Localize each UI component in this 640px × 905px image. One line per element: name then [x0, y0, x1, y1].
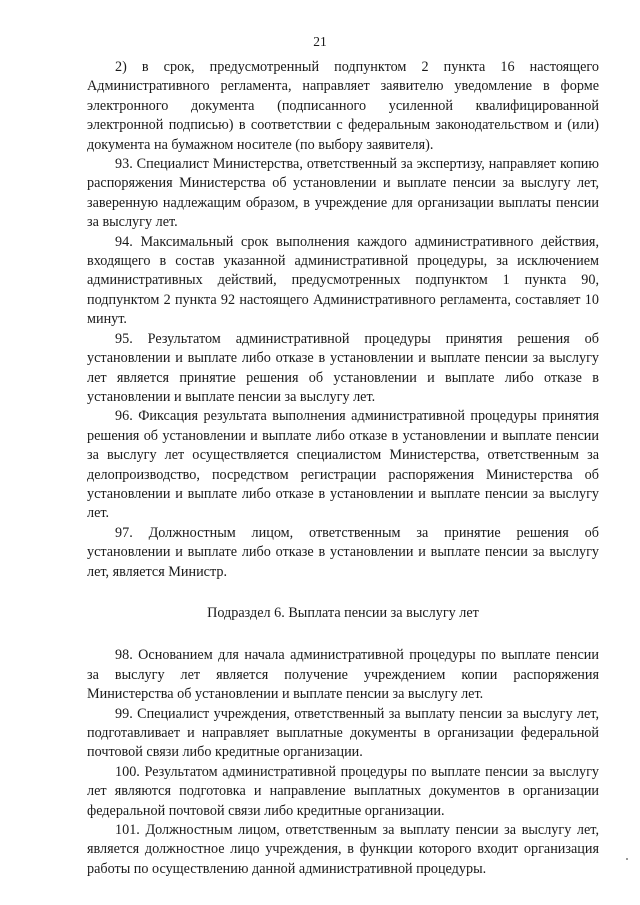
document-body: [87, 58, 599, 879]
paragraph-101: 101. Должностным лицом, ответственным за выплату пенсии за выслугу лет, является должностное лицо учреждения, в функции которого входит организация работы по осуществлению данной административной процедуры.: [87, 822, 599, 877]
paragraph-98: 98. Основанием для начала административной процедуры по выплате пенсии за выслугу лет является получение учреждением копии распоряжения Министерства об установлении и выплате пенсии за выслугу лет.: [87, 647, 599, 703]
paragraph-96: 96. Фиксация результата выполнения административной процедуры принятия решения об установлении и выплате либо отказе в установлении и выплате пенсии за выслугу лет осуществляется специалистом Министерства, ответственным за делопроизводство, посредством регистрации распоряжения Министерства об установлении и выплате либо отказе в установлении и выплате пенсии за выслугу лет.: [87, 408, 599, 522]
scan-dot: [626, 858, 628, 860]
subsection-heading: Подраздел 6. Выплата пенсии за выслугу лет: [207, 604, 479, 621]
paragraph-92-item-2: 2) в срок, предусмотренный подпунктом 2 пункта 16 настоящего Административного регламента, направляет заявителю уведомление в форме электронного документа (подписанного усиленной квалифицированной электронной подписью) в соответствии с федеральным законодательством и (или) документа на бумажном носителе (по выбору заявителя).: [87, 59, 599, 153]
paragraph-99: 99. Специалист учреждения, ответственный за выплату пенсии за выслугу лет, подготавливает и направляет выплатные документы в организации федеральной почтовой связи либо кредитные организации.: [87, 705, 599, 761]
paragraph-95: 95. Результатом административной процедуры принятия решения об установлении и выплате либо отказе в установлении и выплате пенсии за выслугу лет является принятие решения об установлении и выплате либо отказе в установлении и выплате пенсии за выслугу лет.: [87, 330, 599, 405]
paragraph-94: 94. Максимальный срок выполнения каждого административного действия, входящего в состав указанной административной процедуры, за исключением административных действий, предусмотренных подпунктом 1 пункта 90, подпунктом 2 пункта 92 настоящего Административного регламента, составляет 10 минут.: [87, 233, 599, 328]
paragraph-93: 93. Специалист Министерства, ответственный за экспертизу, направляет копию распоряжения Министерства об установлении и выплате пенсии за выслугу лет, заверенную надлежащим образом, в учреждение для организации выплаты пенсии за выслугу лет.: [87, 156, 599, 231]
page-number: 21: [313, 34, 327, 49]
paragraph-100: 100. Результатом административной процедуры по выплате пенсии за выслугу лет являются подготовка и направление выплатных документов в организации федеральной почтовой связи либо кредитные организации.: [87, 763, 599, 819]
paragraph-97: 97. Должностным лицом, ответственным за принятие решения об установлении и выплате либо отказе в установлении и выплате пенсии за выслугу лет, является Министр.: [87, 524, 599, 580]
